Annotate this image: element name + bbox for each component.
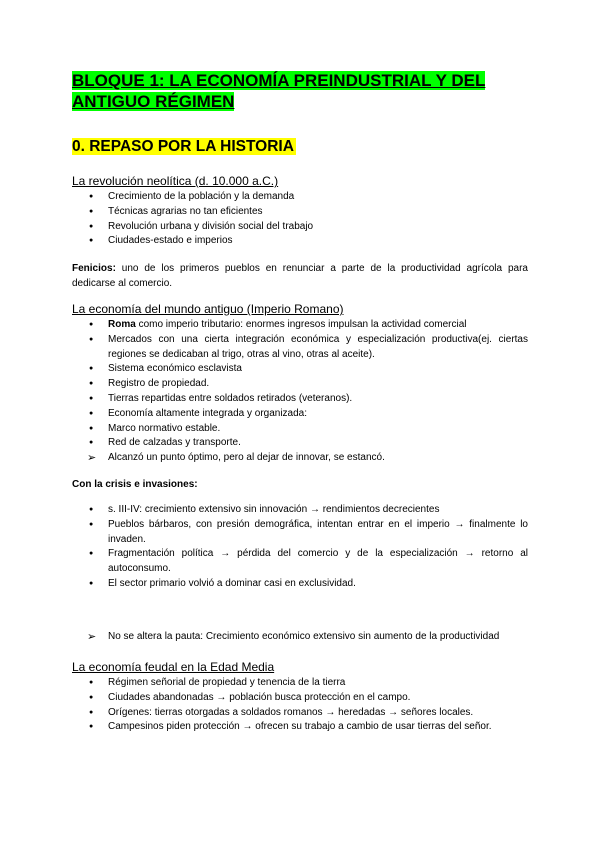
list-item: ● Marco normativo estable.	[72, 422, 528, 437]
conclusion-item: ➢ Alcanzó un punto óptimo, pero al dejar de innovar, se estancó.	[72, 451, 528, 466]
feudal-heading: La economía feudal en la Edad Media	[72, 660, 275, 674]
list-item: ● Técnicas agrarias no tan eficientes	[72, 205, 528, 220]
crisis-list	[72, 503, 528, 592]
list-item: ● Red de calzadas y transporte.	[72, 436, 528, 451]
list-item: ● Tierras repartidas entre soldados retirados (veteranos).	[72, 392, 528, 407]
list-item: ● Crecimiento de la población y la demanda	[72, 190, 528, 205]
list-item: ● Revolución urbana y división social del trabajo	[72, 220, 528, 235]
list-item: ● Economía altamente integrada y organizada:	[72, 407, 528, 422]
list-item: ● Sistema económico esclavista	[72, 362, 528, 377]
list-item: ● Régimen señorial de propiedad y tenencia de la tierra	[72, 676, 528, 691]
document-title	[72, 70, 532, 112]
list-item: ● El sector primario volvió a dominar casi en exclusividad.	[72, 577, 528, 592]
list-item: ● Ciudades-estado e imperios	[72, 234, 528, 249]
antiguo-list	[72, 318, 528, 466]
roma-text: como imperio tributario: enormes ingresos impulsan la actividad comercial	[135, 319, 467, 330]
document-title-text: BLOQUE 1: LA ECONOMÍA PREINDUSTRIAL Y DEL ANTIGUO RÉGIMEN	[72, 71, 486, 111]
list-item	[72, 318, 528, 333]
list-item: ● Pueblos bárbaros, con presión demográfica, intentan entrar en el imperio → finalmente lo invaden.	[72, 518, 528, 548]
neolitica-heading: La revolución neolítica (d. 10.000 a.C.)	[72, 174, 279, 188]
fenicios-label: Fenicios:	[72, 263, 116, 274]
neolitica-list	[72, 190, 528, 249]
roma-label: Roma	[108, 319, 136, 330]
section-heading	[72, 137, 296, 157]
feudal-list	[72, 676, 528, 735]
crisis-heading: Con la crisis e invasiones:	[72, 479, 198, 490]
antiguo-heading: La economía del mundo antiguo (Imperio Romano)	[72, 302, 344, 316]
crisis-conclusion-list	[72, 630, 528, 645]
list-item: ● Fragmentación política → pérdida del comercio y de la especialización → retorno al autoconsumo.	[72, 547, 528, 577]
fenicios-paragraph	[72, 262, 528, 292]
list-item: ● Orígenes: tierras otorgadas a soldados romanos → heredadas → señores locales.	[72, 706, 528, 721]
list-item: ● Mercados con una cierta integración económica y especialización productiva(ej. ciertas regiones se dedicaban al trigo, otras al vino, otras al aceite).	[72, 333, 528, 363]
conclusion-item: ➢ No se altera la pauta: Crecimiento económico extensivo sin aumento de la productividad	[72, 630, 528, 645]
list-item: ● Ciudades abandonadas → población busca protección en el campo.	[72, 691, 528, 706]
section-heading-text: 0. REPASO POR LA HISTORIA	[72, 138, 294, 155]
list-item: ● Registro de propiedad.	[72, 377, 528, 392]
list-item: ● s. III-IV: crecimiento extensivo sin innovación → rendimientos decrecientes	[72, 503, 528, 518]
list-item: ● Campesinos piden protección → ofrecen su trabajo a cambio de usar tierras del señor.	[72, 720, 528, 735]
fenicios-text: uno de los primeros pueblos en renunciar a parte de la productividad agrícola para dedicarse al comercio.	[72, 263, 528, 289]
